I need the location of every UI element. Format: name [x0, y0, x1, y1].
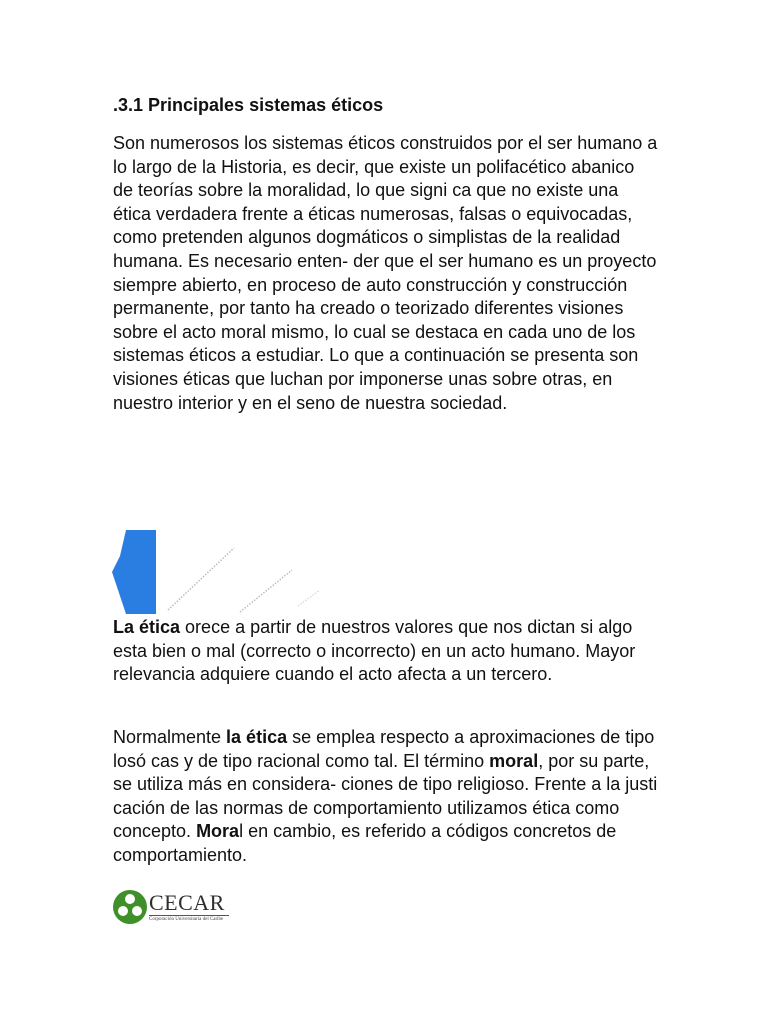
paragraph-text: , por su parte, se utiliza más en considera- ciones de tipo religioso. Frente a la justi cación de las normas de comportamiento utilizamos ética como concepto.	[113, 750, 658, 842]
logo-divider	[149, 915, 229, 916]
section-heading: .3.1 Principales sistemas éticos	[113, 95, 384, 115]
decorative-figure	[112, 530, 322, 616]
paragraph-text: se emplea respecto a aproximaciones de tipo losó cas y de tipo racional como tal. El término	[113, 727, 655, 771]
bold-term-moral: moral	[489, 750, 539, 771]
paragraph-text: l en cambio, es referido a códigos concretos de comportamiento.	[113, 821, 617, 865]
paragraph-etica-moral	[113, 726, 658, 868]
paragraph-ethical-systems: Son numerosos los sistemas éticos construidos por el ser humano a lo largo de la Historia, es decir, que existe un polifacético abanico de teorías sobre la moralidad, lo que signi ca que no existe una ética verdadera frente a éticas numerosas, falsas o equivocadas, como pretenden algunos dogmáticos o simplistas de la realidad humana. Es necesario enten- der que el ser humano es un proyecto siempre abierto, en proceso de auto construcción y construcción permanente, por tanto ha creado o teorizado diferentes visiones sobre el acto moral mismo, lo cual se destaca en cada uno de los sistemas éticos a estudiar. Lo que a continuación se presenta son visiones éticas que luchan por imponerse unas sobre otras, en nuestro interior y en el seno de nuestra sociedad.	[113, 133, 658, 413]
logo-subtitle: Corporación Universitaria del Caribe	[149, 917, 224, 922]
paragraph-text: Normalmente	[113, 727, 227, 747]
cecar-logo	[111, 884, 231, 930]
paragraph-text: orece a partir de nuestros valores que nos dictan si algo esta bien o mal (correcto o incorrecto) en un acto humano. Mayor relevancia adquiere cuando el acto afecta a un tercero.	[113, 617, 636, 685]
bold-term-la-etica: La ética	[113, 617, 181, 637]
bold-term-la-etica: la ética	[226, 727, 288, 747]
logo-name: CECAR	[149, 890, 225, 915]
trefoil-emblem-icon	[111, 884, 149, 930]
dotted-line	[240, 570, 292, 612]
dotted-line	[168, 548, 234, 610]
blue-arrow-shape	[112, 530, 156, 614]
paragraph-la-etica	[113, 616, 658, 687]
dotted-line	[298, 590, 320, 606]
bold-term-mora: Mora	[196, 821, 240, 842]
